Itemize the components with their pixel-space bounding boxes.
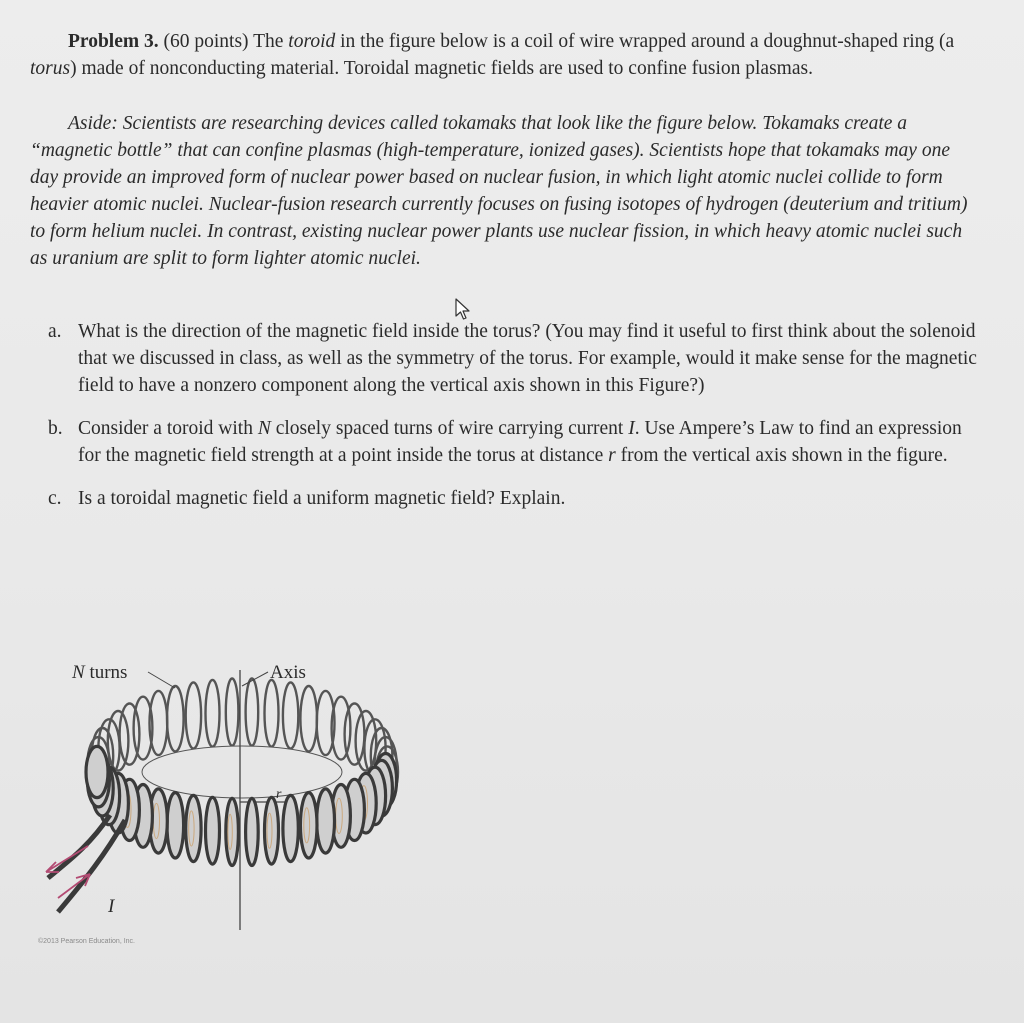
problem-intro-text-2: in the figure below is a coil of wire wrapped around a doughnut-shaped ring (a bbox=[335, 31, 955, 52]
axis-label: Axis bbox=[270, 662, 306, 683]
question-c-text: Is a toroidal magnetic field a uniform magnetic field? Explain. bbox=[78, 488, 566, 509]
question-b bbox=[48, 415, 986, 469]
n-turns-leader bbox=[148, 672, 175, 688]
toroid-term: toroid bbox=[288, 31, 336, 52]
back-coil-loop bbox=[120, 704, 140, 765]
variable-r: r bbox=[608, 445, 616, 466]
back-coil-loop bbox=[283, 682, 298, 748]
question-b-text-4: from the vertical axis shown in the figure. bbox=[615, 445, 948, 466]
question-a bbox=[48, 318, 986, 399]
back-coil-loop bbox=[300, 686, 317, 751]
back-coil-loop bbox=[186, 682, 201, 748]
front-coil-loop bbox=[283, 795, 298, 861]
problem-heading: Problem 3. bbox=[68, 31, 159, 52]
question-c bbox=[48, 485, 986, 512]
front-coil-loop bbox=[86, 746, 108, 797]
front-coil-loop bbox=[246, 798, 259, 865]
figure-credit: ©2013 Pearson Education, Inc. bbox=[38, 938, 135, 945]
problem-intro-text-3: ) made of nonconducting material. Toroidal magnetic fields are used to confine fusion plasmas. bbox=[70, 58, 813, 79]
radius-label: r bbox=[276, 787, 282, 802]
question-b-text-3: . Use Ampere’s Law to find an expression for the magnetic field strength at a point inside the torus at distance bbox=[78, 418, 962, 466]
back-coil-loop bbox=[206, 680, 220, 747]
question-a-text: What is the direction of the magnetic field inside the torus? (You may find it useful to first think about the solenoid that we discussed in class, as well as the symmetry of the torus. For example, would it make sense for the magnetic field to have a nonzero component along the vertical axis shown in this Figure?) bbox=[78, 321, 977, 396]
aside-text: Scientists are researching devices called tokamaks that look like the figure below. Tokamaks create a “magnetic bottle” that can confine plasmas (high-temperature, ionized gases). Scientists hope that tokamaks may one day provide an improved form of nuclear power based on nuclear fusion, in which light atomic nuclei collide to form heavier atomic nuclei. Nuclear-fusion research currently focuses on fusing isotopes of hydrogen (deuterium and tritium) to form helium nuclei. In contrast, existing nuclear power plants use nuclear fission, in which heavy atomic nuclei such as uranium are split to form lighter atomic nuclei. bbox=[30, 113, 968, 269]
front-coil-loop bbox=[300, 793, 317, 858]
toroid-figure bbox=[30, 650, 460, 950]
current-label: I bbox=[108, 896, 115, 917]
front-coil-loop bbox=[186, 795, 201, 861]
problem-intro-text-1: (60 points) The bbox=[158, 31, 289, 52]
question-b-text-2: closely spaced turns of wire carrying current bbox=[270, 418, 629, 439]
variable-n: N bbox=[257, 418, 271, 439]
n-turns-label bbox=[71, 662, 127, 683]
n-turns-label-text: turns bbox=[84, 662, 128, 683]
question-list bbox=[48, 318, 986, 528]
front-coil-loop bbox=[206, 797, 220, 864]
aside-paragraph bbox=[30, 110, 980, 272]
lead-wire-in bbox=[48, 815, 110, 878]
question-c-marker: c. bbox=[48, 488, 62, 509]
back-coil-loop bbox=[226, 679, 239, 746]
back-coil-loop bbox=[167, 686, 184, 751]
back-coil-loop bbox=[246, 679, 259, 746]
aside-lead: Aside: bbox=[68, 113, 118, 134]
question-a-marker: a. bbox=[48, 321, 62, 342]
back-coil-loop bbox=[265, 680, 279, 747]
front-coil-loop bbox=[317, 789, 335, 853]
current-arrow-in-icon bbox=[46, 846, 88, 872]
question-b-text-1: Consider a toroid with bbox=[78, 418, 258, 439]
variable-i: I bbox=[628, 418, 635, 439]
torus-term: torus bbox=[30, 58, 71, 79]
front-coil-loop bbox=[167, 793, 184, 858]
lead-wire-out bbox=[58, 820, 125, 912]
question-b-text bbox=[78, 415, 986, 469]
n-turns-label-n: N bbox=[72, 662, 85, 683]
question-b-marker: b. bbox=[48, 418, 63, 439]
torus-hole bbox=[142, 746, 342, 798]
problem-intro bbox=[30, 28, 980, 82]
